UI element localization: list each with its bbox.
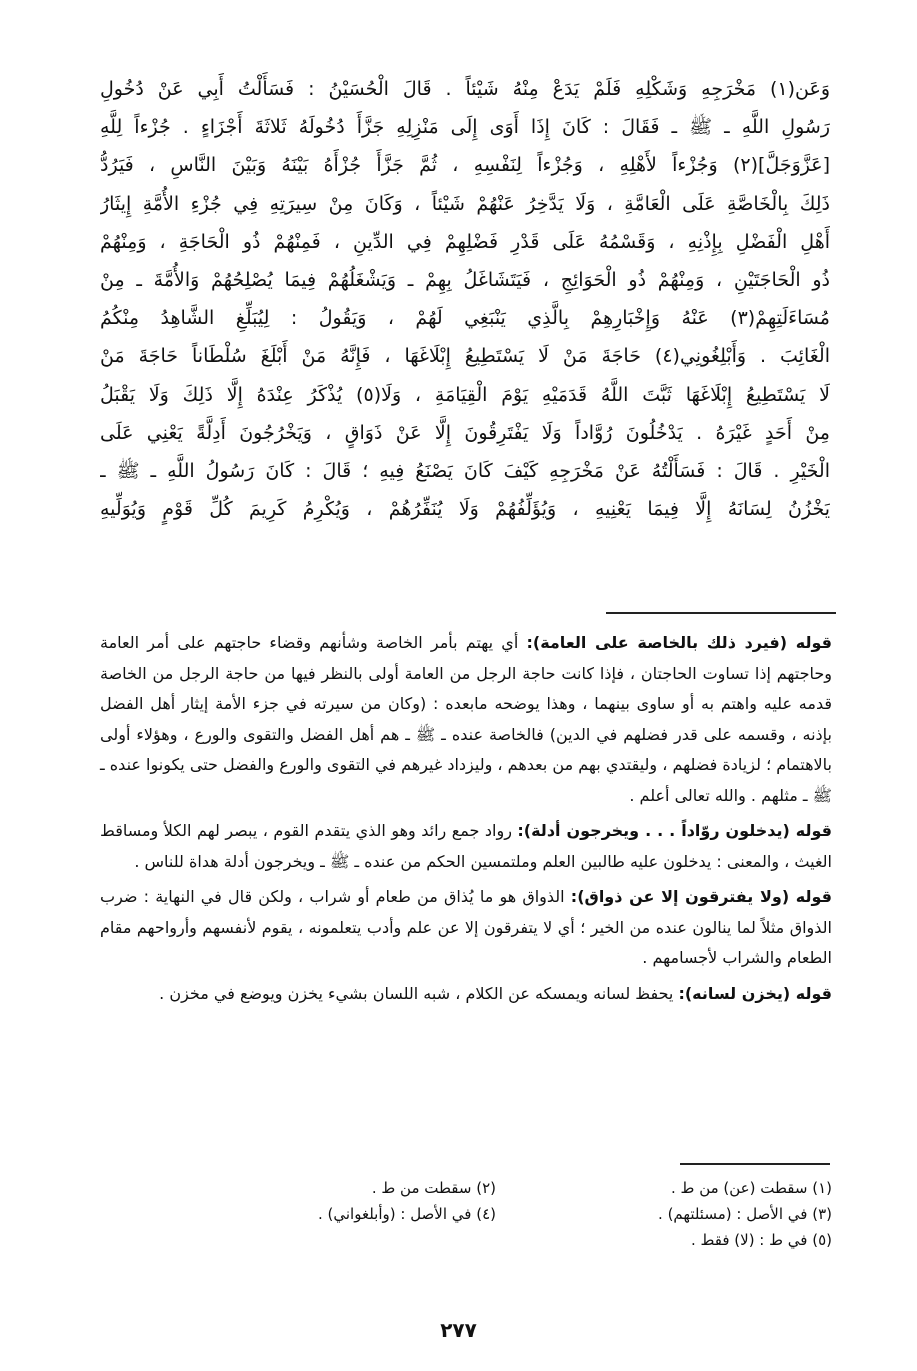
main-text-line: مِنْ أَحَدٍ غَيْرَهُ . يَدْخُلُونَ رُوَّاداً وَلَا يَفْتَرِقُونَ إِلَّا عَنْ ذَوَاقٍ ، وَيَخْرُجُونَ أَدِلَّةً يَعْنِي عَلَى bbox=[100, 421, 830, 444]
footnote-row bbox=[160, 1175, 832, 1201]
commentary-lemma: قوله (فيرد ذلك بالخاصة على العامة): bbox=[526, 633, 832, 652]
commentary-text: رواد جمع رائد وهو الذي يتقدم القوم ، يبصر لهم الكلأ ومساقط الغيث ، والمعنى : يدخلون عليه طالبين العلم وملتمسين الحكم من عنده ـ ﷺ ـ ويخرجون أدلة هداة للناس . bbox=[100, 821, 832, 871]
page-number: ٢٧٧ bbox=[440, 1318, 477, 1342]
footnote-row bbox=[160, 1201, 832, 1227]
commentary-paragraph bbox=[100, 979, 832, 1010]
main-text-line: ذُو الْحَاجَتَيْنِ ، وَمِنْهُمْ ذُو الْحَوَائِجِ ، فَيَتَشَاغَلُ بِهِمْ ـ وَيَشْغَلُهُمْ فِيمَا يُصْلِحُهُمْ وَالأُمَّةَ ـ مِنْ bbox=[100, 269, 830, 292]
main-text-line: مُسَاءَلَتِهِمْ(٣) عَنْهُ وَإِخْبَارِهِمْ بِالَّذِي يَنْبَغِي لَهُمْ ، وَيَقُولُ : لِيُبَلِّغِ الشَّاهِدُ مِنْكُمُ bbox=[100, 307, 830, 330]
main-text-line: الْغَائِبَ . وَأَبْلِغُونِي(٤) حَاجَةَ مَنْ لَا يَسْتَطِيعُ إِبْلَاغَهَا ، فَإِنَّهُ مَنْ أَبْلَغَ سُلْطَاناً حَاجَةَ مَنْ bbox=[100, 345, 830, 368]
main-text-line: [عَزَّوَجَلَّ](٢) وَجُزْءاً لأَهْلِهِ ، وَجُزْءاً لِنَفْسِهِ ، ثُمَّ جَزَّأَ جُزْأَهُ بَيْنَهُ وَبَيْنَ النَّاسِ ، فَيَرُدُّ bbox=[100, 154, 830, 177]
main-text-line: ذَلِكَ بِالْخَاصَّةِ عَلَى الْعَامَّةِ ، وَلَا يَدَّخِرُ عَنْهُمْ شَيْئاً ، وَكَانَ مِنْ سِيرَتِهِ فِي جُزْءِ الأُمَّةِ إِيثَارُ bbox=[100, 192, 830, 215]
footnote-row bbox=[160, 1227, 832, 1253]
footnote-2: (٢) سقطت من ط . bbox=[371, 1179, 496, 1197]
commentary-lemma: قوله (يدخلون روّاداً . . . ويخرجون أدلة): bbox=[517, 821, 832, 840]
footnote-5: (٥) في ط : (لا) فقط . bbox=[690, 1231, 832, 1249]
commentary-paragraph bbox=[100, 628, 832, 811]
commentary-text: يحفظ لسانه ويمسكه عن الكلام ، شبه اللسان بشيء يخزن ويوضع في مخزن . bbox=[159, 983, 679, 1003]
main-text-line: لَا يَسْتَطِيعُ إِبْلَاغَهَا ثَبَّتَ اللَّهُ قَدَمَيْهِ يَوْمَ الْقِيَامَةِ ، وَلَا(٥) يُذْكَرُ عِنْدَهُ إِلَّا ذَلِكَ وَلَا يَقْبَلُ bbox=[100, 383, 830, 406]
footnote-4: (٤) في الأصل : (وأبلغواني) . bbox=[317, 1205, 496, 1223]
footnotes-block bbox=[160, 1175, 832, 1253]
commentary-text: أي يهتم بأمر الخاصة وشأنهم وقضاء حاجتهم على أمر العامة وحاجتهم إذا تساوت الحاجتان ، فإذا كانت حاجة الرجل من العامة أولى بالنظر فيها من حاجة الرجل من الخاصة قدمه عليه واهتم به أو ساوى بينهما ، وهذا يوضحه مابعده : (وكان من سيرته في جزء الأمة إيثار أهل الفضل بإذنه ، وقسمه على قدر فضلهم في الدين) فالخاصة عنده ـ ﷺ ـ هم أهل الفضل والتقوى والورع ، وهؤلاء أولى بالاهتمام ؛ لزيادة فضلهم ، وليقتدي بهم من بعدهم ، وليزداد غيرهم في التقوى والورع والفضل حتى يكونوا عنده ـ ﷺ ـ مثلهم . والله تعالى أعلم . bbox=[100, 633, 832, 805]
main-text-separator bbox=[606, 612, 836, 614]
commentary-paragraph bbox=[100, 882, 832, 974]
footnote-3: (٣) في الأصل : (مسئلتهم) . bbox=[658, 1205, 832, 1223]
footnote-separator bbox=[680, 1163, 830, 1165]
commentary-lemma: قوله (يخزن لسانه): bbox=[678, 983, 832, 1003]
footnote-1: (١) سقطت (عن) من ط . bbox=[671, 1179, 832, 1197]
commentary-text: الذواق هو ما يُذاق من طعام أو شراب ، ولكن قال في النهاية : ضرب الذواق مثلاً لما ينالون عنده من الخير ؛ أي لا يتفرقون إلا عن علم وأدب يتعلمونه ، يقوم لأنفسهم وأرواحهم مقام الطعام والشراب لأجسامهم . bbox=[100, 887, 832, 967]
commentary-paragraph bbox=[100, 816, 832, 877]
main-text-line: رَسُولِ اللَّهِ ـ ﷺ ـ فَقَالَ : كَانَ إِذَا أَوَى إِلَى مَنْزِلِهِ جَزَّأَ دُخُولَهُ ثَلاثَةَ أَجْزَاءٍ . جُزْءاً لِلَّهِ bbox=[100, 116, 830, 139]
main-text-line: يَخْزُنُ لِسَانَهُ إِلَّا فِيمَا يَعْنِيهِ ، وَيُؤَلِّفُهُمْ وَلَا يُنَفِّرُهُمْ ، وَيُكْرِمُ كَرِيمَ كُلِّ قَوْمٍ وَيُوَلِّيهِ bbox=[100, 498, 830, 521]
commentary-lemma: قوله (ولا يفترقون إلا عن ذواق): bbox=[570, 887, 833, 906]
main-text-line: وَعَن(١) مَخْرَجِهِ وَشَكْلِهِ فَلَمْ يَدَعْ مِنْهُ شَيْئاً . قَالَ الْحُسَيْنُ : فَسَأَلْتُ أَبِي عَنْ دُخُولِ bbox=[100, 78, 830, 100]
main-text-line: أَهْلِ الْفَضْلِ بِإِذْنِهِ ، وَقَسْمُهُ عَلَى قَدْرِ فَضْلِهِمْ فِي الدِّينِ ، فَمِنْهُمْ ذُو الْحَاجَةِ ، وَمِنْهُمْ bbox=[100, 230, 830, 253]
main-text-block bbox=[100, 70, 830, 528]
main-text-line: الْخَيْرِ . قَالَ : فَسَأَلْتُهُ عَنْ مَخْرَجِهِ كَيْفَ كَانَ يَصْنَعُ فِيهِ ؛ قَالَ : كَانَ رَسُولُ اللَّهِ ـ ﷺ ـ bbox=[100, 460, 830, 483]
commentary-block bbox=[100, 628, 832, 1014]
